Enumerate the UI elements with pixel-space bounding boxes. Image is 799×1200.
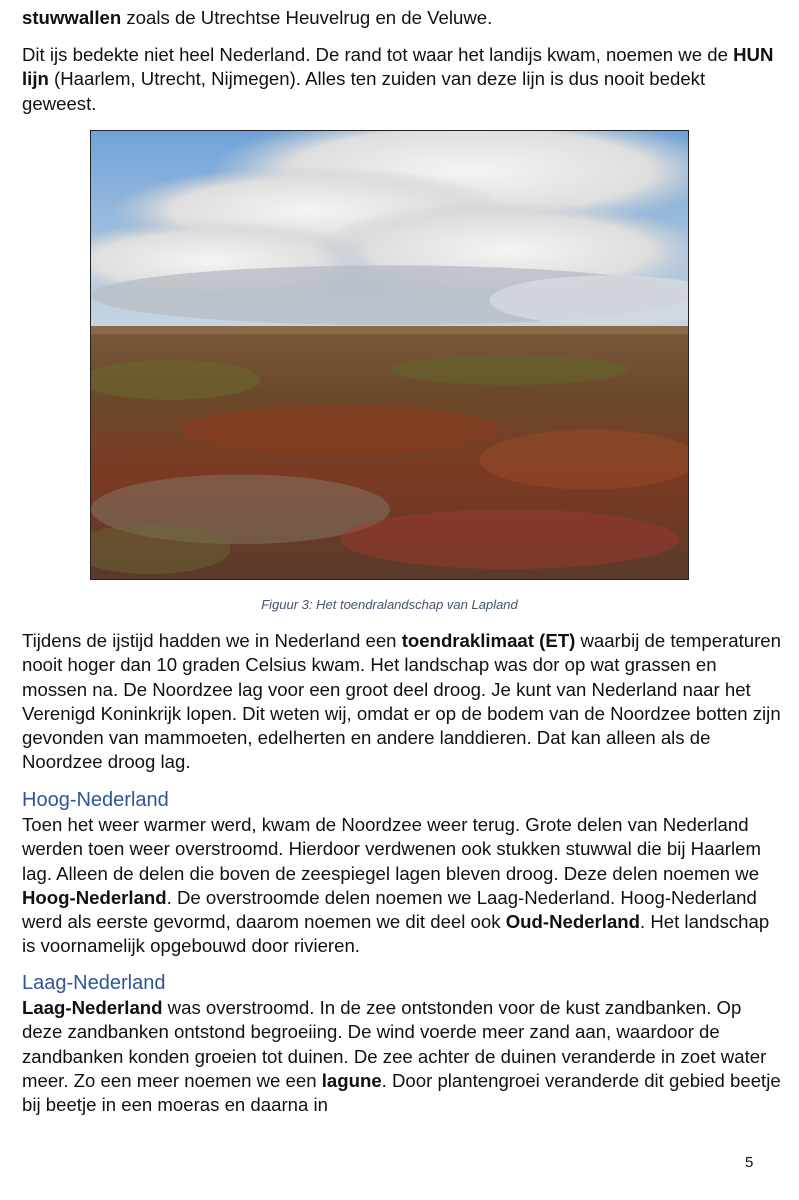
page-number: 5	[745, 1154, 754, 1171]
paragraph-laag-nederland: Laag-Nederland was overstroomd. In de zee ontstonden voor de kust zandbanken. Op deze zandbanken ontstond begroeiing. De wind voerde meer zand aan, waardoor de zandbanken konden groeien tot duinen. De zee achter de duinen veranderde in zoet water meer. Zo een meer noemen we een lagune. Door plantengroei veranderde dit gebied beetje bij beetje in een moeras en daarna in	[22, 997, 781, 1116]
tundra-landscape-image	[91, 131, 688, 579]
paragraph-hoog-nederland: Toen het weer warmer werd, kwam de Noordzee weer terug. Grote delen van Nederland werden toen weer overstroomd. Hierdoor verdwenen ook stukken stuwwal die bij Haarlem lag. Alleen de delen die boven de zeespiegel lagen bleven droog. Deze delen noemen we Hoog-Nederland. De overstroomde delen noemen we Laag-Nederland. Hoog-Nederland werd als eerste gevormd, daarom noemen we dit deel ook Oud-Nederland. Het landschap is voornamelijk opgebouwd door rivieren.	[22, 814, 770, 957]
bold-term: lagune	[321, 1069, 382, 1091]
heading-hoog-nederland: Hoog-Nederland	[22, 789, 169, 811]
paragraph-hun-lijn: Dit ijs bedekte niet heel Nederland. De rand tot waar het landijs kwam, noemen we de HUN lijn (Haarlem, Utrecht, Nijmegen). Alles ten zuiden van deze lijn is dus nooit bedekt geweest.	[22, 44, 774, 114]
bold-term: stuwwallen	[22, 7, 122, 28]
figure-caption: Figuur 3: Het toendralandschap van Lapland	[261, 597, 518, 612]
bold-term: Laag-Nederland	[22, 997, 163, 1018]
heading-laag-nederland: Laag-Nederland	[22, 972, 166, 994]
bold-term: Hoog-Nederland	[22, 886, 167, 908]
bold-term: toendraklimaat (ET)	[401, 630, 576, 651]
paragraph-toendraklimaat: Tijdens de ijstijd hadden we in Nederland een toendraklimaat (ET) waarbij de temperaturen nooit hoger dan 10 graden Celsius kwam. Het landschap was dor op wat grassen en mossen na. De Noordzee lag voor een groot deel droog. Je kunt van Nederland naar het Verenigd Koninkrijk lopen. Dit weten wij, omdat er op de bodem van de Noordzee botten zijn gevonden van mammoeten, edelherten en andere landdieren. Dat kan alleen als de Noordzee droog lag.	[22, 630, 781, 773]
paragraph-stuwwallen: stuwwallen zoals de Utrechtse Heuvelrug en de Veluwe.	[22, 7, 493, 28]
tundra-photo	[90, 130, 689, 580]
bold-term: Oud-Nederland	[505, 911, 640, 933]
bold-term: HUN lijn	[22, 44, 774, 90]
